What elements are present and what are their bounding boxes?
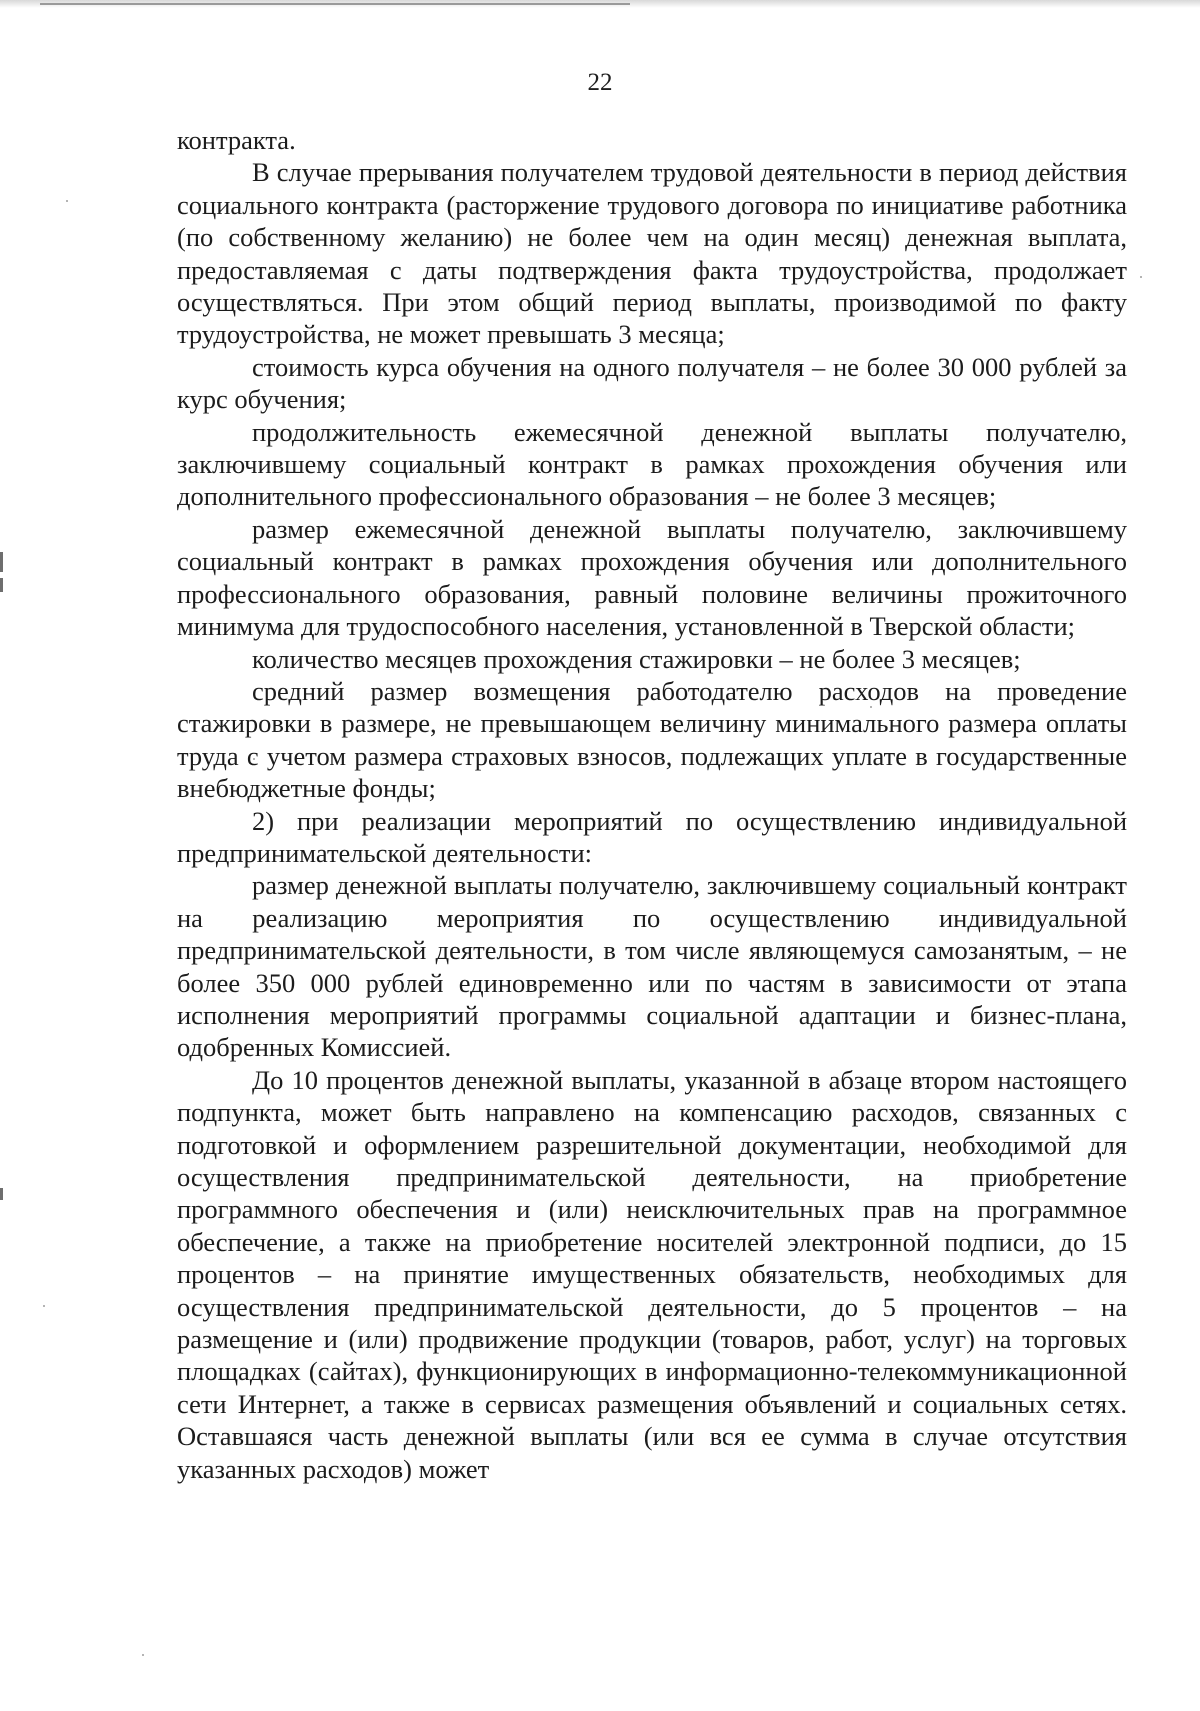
- scan-speck: [43, 1305, 45, 1307]
- document-body: [177, 124, 1127, 1485]
- paragraph: До 10 процентов денежной выплаты, указанной в абзаце втором настоящего подпункта, может быть направлено на компенсацию расходов, связанных с подготовкой и оформлением разрешительной документации, необходимой для осуществления предпринимательской деятельности, на приобретение программного обеспечения и (или) неисключительных прав на программное обеспечение, а также на приобретение носителей электронной подписи, до 15 процентов – на принятие имущественных обязательств, необходимых для осуществления предпринимательской деятельности, до 5 процентов – на размещение и (или) продвижение продукции (товаров, работ, услуг) на торговых площадках (сайтах), функционирующих в информационно-телекоммуникационной сети Интернет, а также в сервисах размещения объявлений и социальных сетях. Оставшаяся часть денежной выплаты (или вся ее сумма в случае отсутствия указанных расходов) может: [177, 1064, 1127, 1484]
- scan-margin-mark: [0, 578, 3, 592]
- scan-speck: [66, 200, 68, 202]
- scan-speck: [142, 1654, 144, 1656]
- paragraph: количество месяцев прохождения стажировки – не более 3 месяцев;: [252, 643, 1021, 674]
- scan-artifact-line: [40, 3, 630, 5]
- scan-speck: [1140, 276, 1142, 278]
- scan-margin-mark: [0, 552, 3, 572]
- paragraph: контракта.: [177, 125, 296, 155]
- page-number: 22: [587, 69, 613, 96]
- scan-margin-mark: [0, 1188, 3, 1200]
- paragraph: средний размер возмещения работодателю расходов на проведение стажировки в размере, не превышающем величину минимального размера оплаты труда с учетом размера страховых взносов, подлежащих уплате в государственные внебюджетные фонды;: [177, 675, 1127, 804]
- paragraph: В случае прерывания получателем трудовой деятельности в период действия социального контракта (расторжение трудового договора по инициативе работника (по собственному желанию) не более чем на один месяц) денежная выплата, предоставляемая с даты подтверждения факта трудоустройства, продолжает осуществляться. При этом общий период выплаты, производимой по факту трудоустройства, не может превышать 3 месяца;: [177, 157, 1127, 350]
- paragraph: стоимость курса обучения на одного получателя – не более 30 000 рублей за курс обучения;: [177, 351, 1127, 415]
- paragraph: продолжительность ежемесячной денежной выплаты получателю, заключившему социальный контракт в рамках прохождения обучения или дополнительного профессионального образования – не более 3 месяцев;: [177, 416, 1127, 512]
- paragraph: 2) при реализации мероприятий по осуществлению индивидуальной предпринимательской деятельности:: [177, 805, 1127, 868]
- paragraph: размер денежной выплаты получателю, заключившему социальный контракт на реализацию мероприятия по осуществлению индивидуальной предпринимательской деятельности, в том числе являющемуся самозанятым, – не более 350 000 рублей единовременно или по частям в зависимости от этапа исполнения мероприятий программы социальной адаптации и бизнес-плана, одобренных Комиссией.: [177, 870, 1127, 1063]
- paragraph: размер ежемесячной денежной выплаты получателю, заключившему социальный контракт в рамках прохождения обучения или дополнительного профессионального образования, равный половине величины прожиточного минимума для трудоспособного населения, установленной в Тверской области;: [177, 513, 1127, 642]
